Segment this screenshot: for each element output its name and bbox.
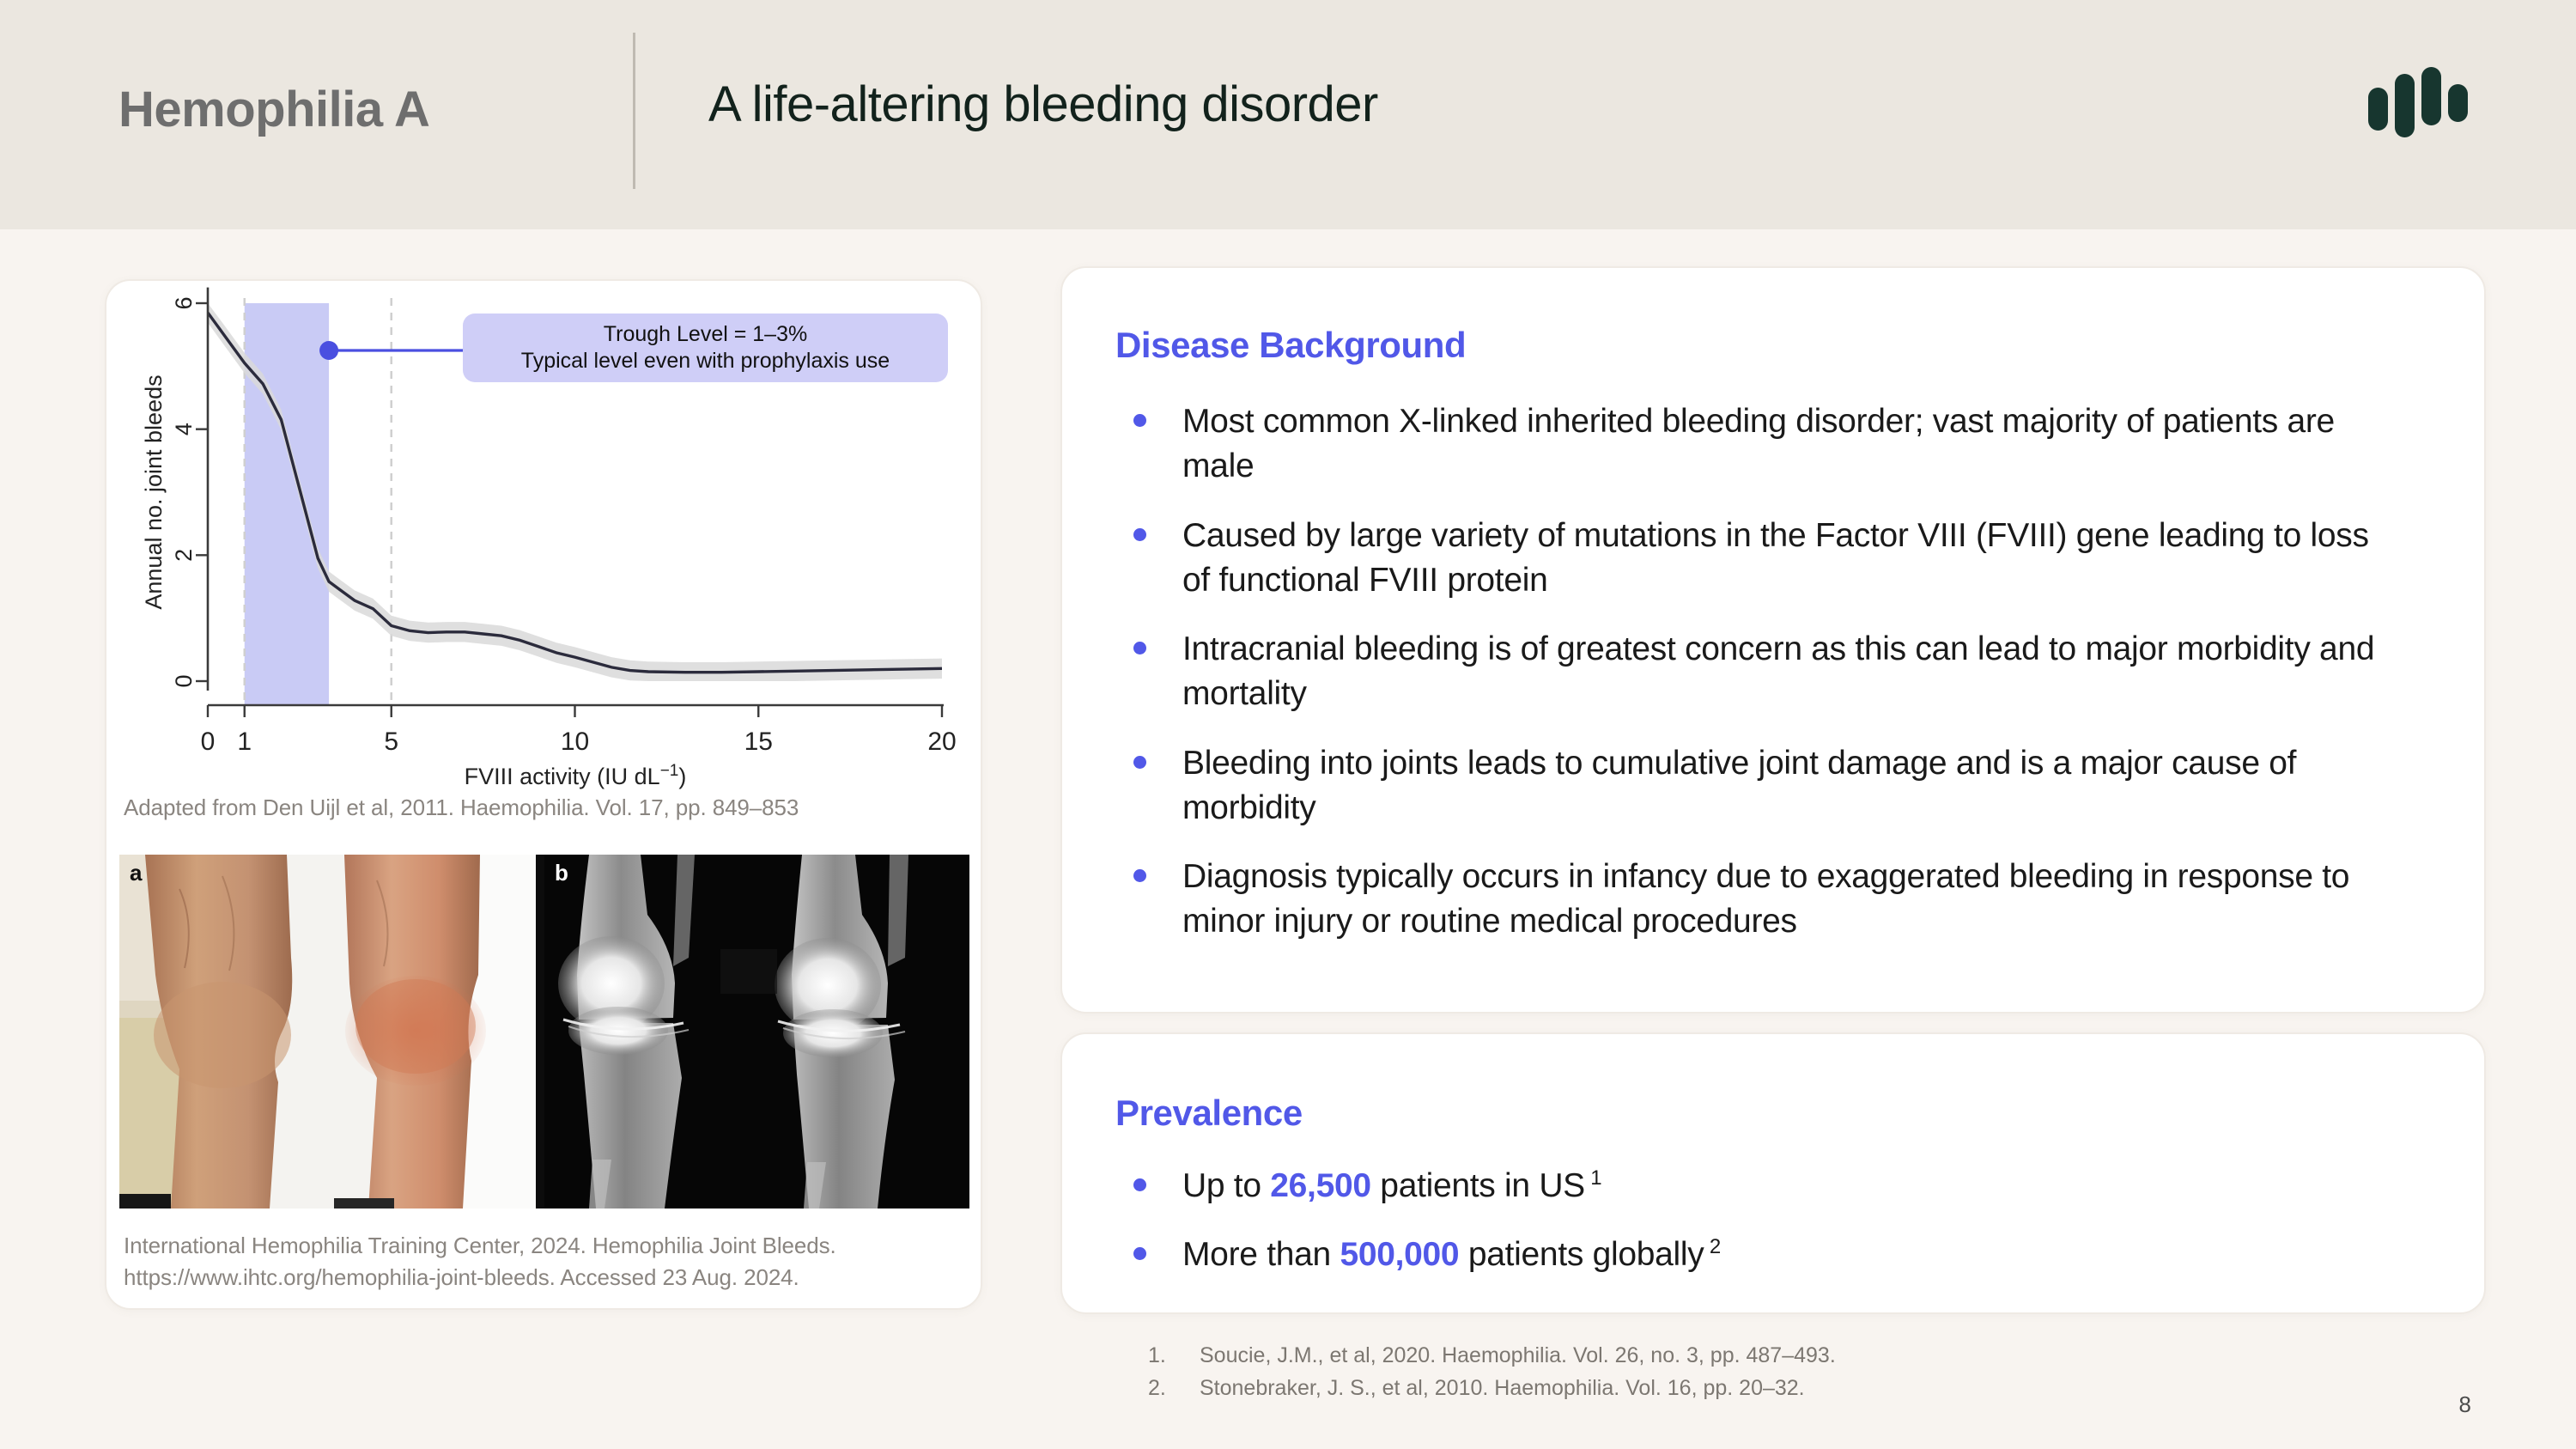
callout-line-1: Trough Level = 1–3% (603, 321, 808, 346)
page-number: 8 (2458, 1391, 2471, 1417)
logo-bar-2 (2395, 74, 2415, 137)
x-tick-label: 0 (200, 728, 216, 756)
disease-background-bullets (1133, 399, 2404, 945)
logo-bar-3 (2421, 67, 2441, 125)
bullet-text: Diagnosis typically occurs in infancy due to exaggerated bleeding in response to minor injury or routine medical procedures (1182, 858, 2350, 941)
footnote-item (1148, 1373, 2350, 1405)
prevalence-bullets (1133, 1164, 2404, 1302)
header-divider (633, 33, 635, 189)
bullet-dot-icon (1133, 414, 1146, 427)
bullet-text: Caused by large variety of mutations in the Factor VIII (FVIII) gene leading to loss of functional FVIII protein (1182, 516, 2369, 599)
footnote-text: Stonebraker, J. S., et al, 2010. Haemophilia. Vol. 16, pp. 20–32. (1200, 1375, 1805, 1400)
photo-caption-line-1: International Hemophilia Training Center, 2024. Hemophilia Joint Bleeds. (124, 1233, 836, 1258)
bullet-suffix: patients globally (1459, 1236, 1704, 1274)
footnote-references (1148, 1340, 2350, 1404)
footnote-item (1148, 1340, 2350, 1373)
x-tick-label: 1 (237, 728, 252, 756)
bullet-text: Bleeding into joints leads to cumulative joint damage and is a major cause of morbidity (1182, 744, 2297, 826)
deck-title: Hemophilia A (118, 82, 430, 137)
bullet-text (1182, 1233, 1721, 1277)
y-tick-label: 2 (171, 548, 197, 562)
prevalence-value: 500,000 (1340, 1236, 1460, 1274)
x-tick-label: 20 (927, 728, 957, 756)
trough-level-callout (463, 314, 948, 382)
prevalence-bullet (1133, 1164, 2404, 1209)
photo-source-caption (124, 1230, 896, 1294)
chart-source-caption: Adapted from Den Uijl et al, 2011. Haemophilia. Vol. 17, pp. 849–853 (124, 795, 799, 820)
bullet-text: Most common X-linked inherited bleeding disorder; vast majority of patients are male (1182, 403, 2335, 485)
slide-title: A life-altering bleeding disorder (708, 76, 1378, 132)
disease-background-bullet (1133, 855, 2404, 945)
x-axis-label: FVIII activity (IU $dL^{-1}$) (464, 761, 687, 789)
callout-marker-dot (319, 341, 338, 360)
bullet-text (1182, 1164, 1601, 1209)
prevalence-title: Prevalence (1115, 1093, 1303, 1133)
bullet-dot-icon (1133, 528, 1146, 541)
photo-a-letter: a (130, 860, 143, 886)
clinical-images (119, 855, 969, 1209)
footnote-number: 1. (1148, 1343, 1166, 1367)
y-tick-label: 6 (171, 296, 197, 310)
y-axis-label: Annual no. joint bleeds (141, 374, 167, 610)
callout-line-2: Typical level even with prophylaxis use (520, 349, 890, 373)
bullet-prefix: Up to (1182, 1167, 1271, 1204)
bullet-suffix: patients in US (1370, 1167, 1585, 1204)
disease-background-bullet (1133, 741, 2404, 831)
logo-bar-1 (2368, 88, 2388, 131)
footnote-number: 2. (1148, 1375, 1166, 1400)
bullet-dot-icon (1133, 869, 1146, 882)
logo-bar-4 (2448, 84, 2468, 122)
y-tick-label: 0 (171, 674, 197, 688)
photo-swollen-knees (119, 855, 544, 1209)
bullet-dot-icon (1133, 642, 1146, 654)
x-axis-ticks (201, 705, 957, 756)
footnote-text: Soucie, J.M., et al, 2020. Haemophilia. Vol. 26, no. 3, pp. 487–493. (1200, 1343, 1836, 1367)
x-tick-label: 10 (560, 728, 590, 756)
photo-caption-line-2: https://www.ihtc.org/hemophilia-joint-bleeds. Accessed 23 Aug. 2024. (124, 1263, 799, 1290)
bullet-dot-icon (1133, 1247, 1146, 1260)
disease-background-bullet (1133, 514, 2404, 604)
x-tick-label: 5 (384, 728, 399, 756)
prevalence-bullet (1133, 1233, 2404, 1277)
photo-b-letter: b (555, 860, 568, 886)
brand-bars-logo (2368, 67, 2468, 137)
photo-a-graphic (119, 855, 544, 1209)
disease-background-bullet (1133, 399, 2404, 490)
prevalence-value: 26,500 (1270, 1167, 1371, 1204)
disease-background-title: Disease Background (1115, 325, 1467, 365)
slide-header (0, 0, 2576, 229)
bullet-dot-icon (1133, 1178, 1146, 1191)
x-tick-label: 15 (744, 728, 773, 756)
y-tick-label: 4 (171, 423, 197, 436)
xray-knee-joints (544, 855, 969, 1209)
photo-b-graphic (544, 855, 969, 1209)
trough-level-band (245, 303, 329, 705)
bullet-text: Intracranial bleeding is of greatest concern as this can lead to major morbidity and mortality (1182, 630, 2375, 713)
disease-background-bullet (1133, 627, 2404, 717)
reference-superscript: 2 (1704, 1235, 1721, 1259)
reference-superscript: 1 (1584, 1166, 1602, 1190)
bullet-prefix: More than (1182, 1236, 1340, 1274)
bullet-dot-icon (1133, 756, 1146, 769)
y-axis-ticks (171, 296, 208, 687)
